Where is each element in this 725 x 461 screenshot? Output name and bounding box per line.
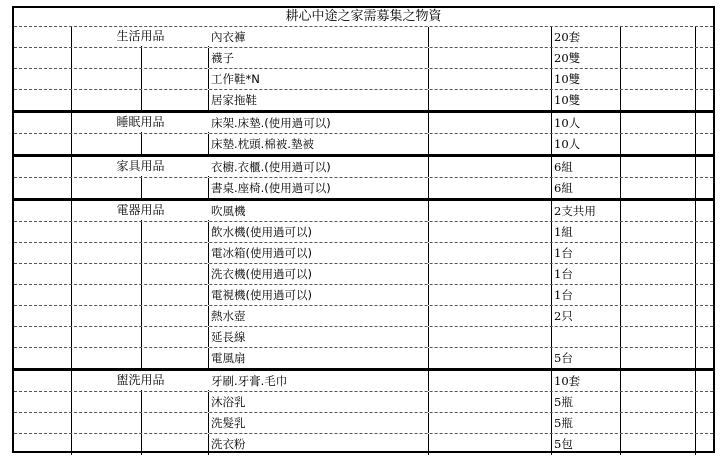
item-name-cell: 電冰箱(使用過可以): [209, 243, 429, 263]
empty-cell: [429, 134, 552, 154]
empty-cell: [142, 243, 209, 263]
empty-cell: [14, 113, 72, 133]
empty-cell: [142, 178, 209, 198]
donation-sheet: [12, 6, 715, 453]
empty-cell: [429, 222, 552, 242]
empty-cell: [72, 306, 142, 326]
empty-cell: [72, 348, 142, 368]
empty-cell: [429, 90, 552, 110]
item-qty-cell: 1台: [552, 264, 621, 284]
empty-cell: [14, 371, 72, 391]
empty-cell: [14, 178, 72, 198]
table-row: [14, 134, 713, 157]
empty-cell: [621, 48, 696, 68]
empty-cell: [429, 113, 552, 133]
empty-cell: [142, 285, 209, 305]
item-name-cell: 牙刷.牙膏.毛巾: [209, 371, 429, 391]
empty-cell: [621, 285, 696, 305]
empty-cell: [429, 392, 552, 412]
empty-cell: [621, 69, 696, 89]
empty-cell: [621, 392, 696, 412]
table-row: [14, 306, 713, 327]
empty-cell: [142, 69, 209, 89]
table-row: [14, 264, 713, 285]
empty-cell: [621, 306, 696, 326]
empty-cell: [14, 285, 72, 305]
empty-cell: [14, 306, 72, 326]
table-row: [14, 434, 713, 455]
item-name-cell: 沐浴乳: [209, 392, 429, 412]
category-label: 家具用品: [72, 157, 209, 176]
empty-cell: [72, 178, 142, 198]
item-name-cell: 電風扇: [209, 348, 429, 368]
empty-cell: [142, 392, 209, 412]
empty-cell: [14, 134, 72, 154]
empty-cell: [621, 434, 696, 455]
item-name-cell: 居家拖鞋: [209, 90, 429, 110]
empty-cell: [14, 90, 72, 110]
category-label: 生活用品: [72, 27, 209, 46]
empty-cell: [14, 327, 72, 347]
item-qty-cell: 1台: [552, 285, 621, 305]
table-row: [14, 48, 713, 69]
empty-cell: [14, 413, 72, 433]
empty-cell: [429, 178, 552, 198]
empty-cell: [621, 371, 696, 391]
item-name-cell: 延長線: [209, 327, 429, 347]
table-row: [14, 201, 713, 222]
table-row: [14, 243, 713, 264]
empty-cell: [142, 413, 209, 433]
empty-cell: [72, 243, 142, 263]
item-qty-cell: 2支共用: [552, 201, 621, 221]
category-label: 電器用品: [72, 201, 209, 220]
item-name-cell: 電視機(使用過可以): [209, 285, 429, 305]
empty-cell: [429, 201, 552, 221]
item-qty-cell: 5瓶: [552, 392, 621, 412]
empty-cell: [14, 69, 72, 89]
table-row: [14, 178, 713, 201]
item-qty-cell: [552, 327, 621, 347]
empty-cell: [14, 222, 72, 242]
item-qty-cell: 10人: [552, 113, 621, 133]
empty-cell: [621, 157, 696, 177]
item-qty-cell: 5瓶: [552, 413, 621, 433]
table-row: [14, 69, 713, 90]
empty-cell: [72, 134, 142, 154]
empty-cell: [142, 134, 209, 154]
empty-cell: [142, 434, 209, 455]
empty-cell: [142, 327, 209, 347]
table-row: [14, 285, 713, 306]
empty-cell: [429, 69, 552, 89]
empty-cell: [621, 264, 696, 284]
table-row: [14, 222, 713, 243]
item-name-cell: 內衣褲: [209, 27, 429, 47]
category-label: 盥洗用品: [72, 371, 209, 390]
empty-cell: [14, 201, 72, 221]
item-qty-cell: 10雙: [552, 69, 621, 89]
item-qty-cell: 20雙: [552, 48, 621, 68]
empty-cell: [72, 285, 142, 305]
item-qty-cell: 6組: [552, 178, 621, 198]
item-qty-cell: 6組: [552, 157, 621, 177]
empty-cell: [429, 434, 552, 455]
empty-cell: [142, 48, 209, 68]
empty-cell: [14, 243, 72, 263]
empty-cell: [429, 327, 552, 347]
empty-cell: [72, 413, 142, 433]
item-name-cell: 飲水機(使用過可以): [209, 222, 429, 242]
item-qty-cell: 1組: [552, 222, 621, 242]
empty-cell: [621, 113, 696, 133]
empty-cell: [429, 348, 552, 368]
empty-cell: [142, 90, 209, 110]
item-qty-cell: 5包: [552, 434, 621, 455]
empty-cell: [72, 69, 142, 89]
item-qty-cell: 20套: [552, 27, 621, 47]
empty-cell: [621, 327, 696, 347]
empty-cell: [621, 27, 696, 47]
empty-cell: [72, 392, 142, 412]
item-name-cell: 吹風機: [209, 201, 429, 221]
item-qty-cell: 1台: [552, 243, 621, 263]
item-qty-cell: 10雙: [552, 90, 621, 110]
empty-cell: [621, 413, 696, 433]
empty-cell: [621, 201, 696, 221]
empty-cell: [429, 306, 552, 326]
item-name-cell: 床墊.枕頭.棉被.墊被: [209, 134, 429, 154]
empty-cell: [72, 90, 142, 110]
sheet-title: 耕心中途之家需募集之物資: [14, 8, 713, 27]
empty-cell: [621, 178, 696, 198]
empty-cell: [14, 157, 72, 177]
item-name-cell: 熱水壺: [209, 306, 429, 326]
empty-cell: [72, 327, 142, 347]
table-row: [14, 27, 713, 48]
empty-cell: [621, 134, 696, 154]
table-row: [14, 392, 713, 413]
table-row: [14, 113, 713, 134]
empty-cell: [621, 90, 696, 110]
item-name-cell: 洗衣機(使用過可以): [209, 264, 429, 284]
item-name-cell: 洗衣粉: [209, 434, 429, 455]
empty-cell: [142, 306, 209, 326]
item-name-cell: 衣櫥.衣櫃.(使用過可以): [209, 157, 429, 177]
item-name-cell: 書桌.座椅.(使用過可以): [209, 178, 429, 198]
empty-cell: [429, 413, 552, 433]
empty-cell: [621, 348, 696, 368]
empty-cell: [429, 285, 552, 305]
empty-cell: [72, 264, 142, 284]
empty-cell: [142, 348, 209, 368]
table-row: [14, 90, 713, 113]
table-row: [14, 348, 713, 371]
empty-cell: [72, 222, 142, 242]
empty-cell: [14, 392, 72, 412]
empty-cell: [429, 371, 552, 391]
item-name-cell: 工作鞋*N: [209, 69, 429, 89]
empty-cell: [429, 48, 552, 68]
table-row: [14, 413, 713, 434]
empty-cell: [429, 243, 552, 263]
empty-cell: [72, 48, 142, 68]
table-row: [14, 327, 713, 348]
item-qty-cell: 2只: [552, 306, 621, 326]
item-qty-cell: 10套: [552, 371, 621, 391]
item-name-cell: 襪子: [209, 48, 429, 68]
empty-cell: [621, 222, 696, 242]
empty-cell: [429, 157, 552, 177]
empty-cell: [14, 48, 72, 68]
empty-cell: [429, 27, 552, 47]
empty-cell: [14, 264, 72, 284]
empty-cell: [142, 264, 209, 284]
empty-cell: [429, 264, 552, 284]
item-name-cell: 洗髮乳: [209, 413, 429, 433]
table-row: [14, 157, 713, 178]
empty-cell: [142, 222, 209, 242]
item-name-cell: 床架.床墊.(使用過可以): [209, 113, 429, 133]
empty-cell: [72, 434, 142, 455]
category-label: 睡眠用品: [72, 113, 209, 132]
empty-cell: [621, 243, 696, 263]
table-row: [14, 371, 713, 392]
empty-cell: [14, 434, 72, 455]
item-qty-cell: 5台: [552, 348, 621, 368]
empty-cell: [14, 348, 72, 368]
empty-cell: [14, 27, 72, 47]
item-qty-cell: 10人: [552, 134, 621, 154]
